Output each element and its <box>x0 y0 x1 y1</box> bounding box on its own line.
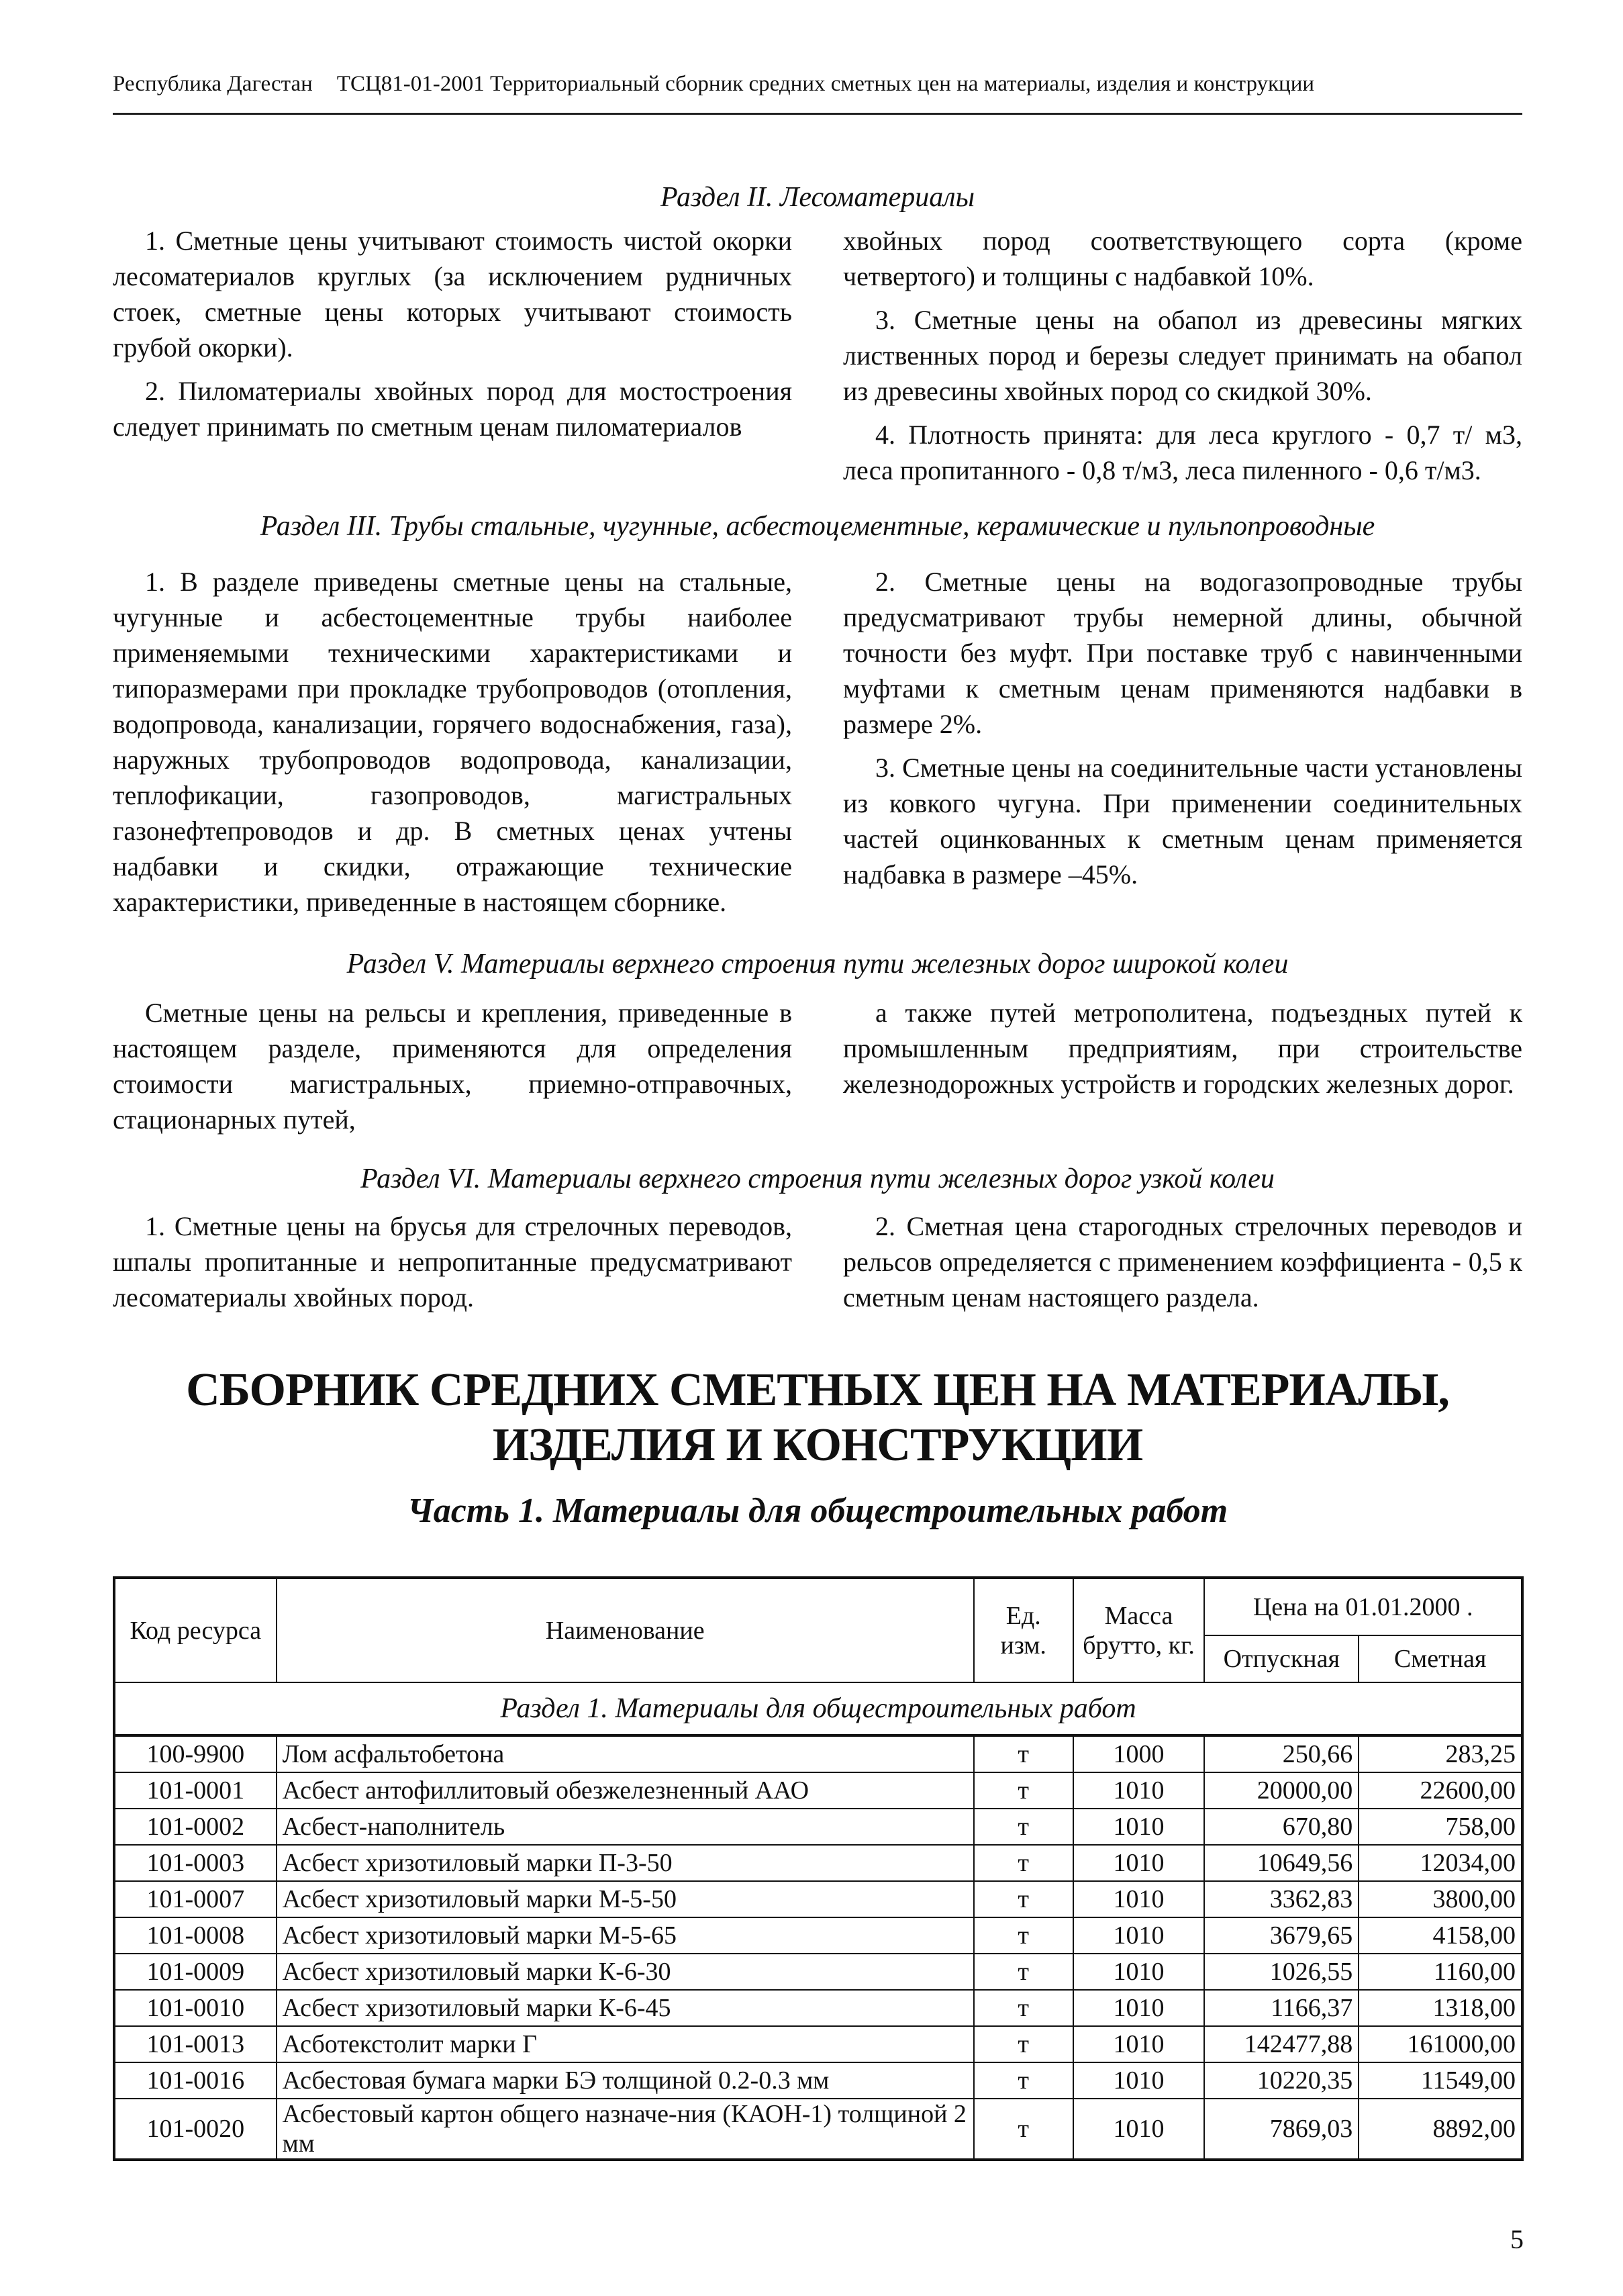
cell-code: 101-0003 <box>114 1845 277 1881</box>
cell-estimate-price: 11549,00 <box>1359 2062 1522 2099</box>
header-name: Наименование <box>277 1578 974 1682</box>
cell-estimate-price: 3800,00 <box>1359 1881 1522 1917</box>
cell-estimate-price: 8892,00 <box>1359 2099 1522 2160</box>
cell-release-price: 670,80 <box>1204 1809 1359 1845</box>
paragraph: 1. Сметные цены учитывают стоимость чистой окорки лесоматериалов круглых (за исключением рудничных стоек, сметные цены которых учитывают стоимость грубой окорки). <box>113 226 792 363</box>
cell-unit: т <box>974 1954 1073 1990</box>
paragraph: а также путей метрополитена, подъездных путей к промышленным предприятиям, при строительстве железнодорожных устройств и городских железных дорог. <box>843 998 1522 1099</box>
cell-unit: т <box>974 1735 1073 1772</box>
section-3-right-column <box>843 564 1522 928</box>
cell-name: Асбест хризотиловый марки К-6-30 <box>277 1954 974 1990</box>
section-5-body <box>113 995 1522 1145</box>
cell-code: 101-0009 <box>114 1954 277 1990</box>
cell-mass: 1010 <box>1073 1772 1205 1809</box>
cell-release-price: 1166,37 <box>1204 1990 1359 2026</box>
cell-name: Асбест-наполнитель <box>277 1809 974 1845</box>
table-row <box>114 1990 1522 2026</box>
cell-release-price: 142477,88 <box>1204 2026 1359 2062</box>
cell-code: 101-0010 <box>114 1990 277 2026</box>
cell-unit: т <box>974 2062 1073 2099</box>
table-row <box>114 1845 1522 1881</box>
part-title: Часть 1. Материалы для общестроительных работ <box>407 1492 1228 1530</box>
paragraph: 1. Сметные цены на брусья для стрелочных переводов, шпалы пропитанные и непропитанные предусматривают лесоматериалы хвойных пород. <box>113 1211 792 1312</box>
section-6-title: Раздел VI. Материалы верхнего строения пути железных дорог узкой колеи <box>360 1163 1275 1194</box>
section-3-title: Раздел III. Трубы стальные, чугунные, асбестоцементные, керамические и пульпопроводные <box>260 511 1375 542</box>
section-6-right-column <box>843 1208 1522 1323</box>
cell-name: Асбест антофиллитовый обезжелезненный ААО <box>277 1772 974 1809</box>
cell-unit: т <box>974 2099 1073 2160</box>
header-code: Код ресурса <box>114 1578 277 1682</box>
cell-code: 101-0002 <box>114 1809 277 1845</box>
cell-estimate-price: 1318,00 <box>1359 1990 1522 2026</box>
cell-estimate-price: 758,00 <box>1359 1809 1522 1845</box>
cell-name: Асбест хризотиловый марки П-3-50 <box>277 1845 974 1881</box>
cell-mass: 1000 <box>1073 1735 1205 1772</box>
cell-release-price: 7869,03 <box>1204 2099 1359 2160</box>
cell-name: Асбестовая бумага марки БЭ толщиной 0.2-0.3 мм <box>277 2062 974 2099</box>
cell-code: 101-0007 <box>114 1881 277 1917</box>
cell-unit: т <box>974 1917 1073 1954</box>
table-row <box>114 2026 1522 2062</box>
section-5-left-column <box>113 995 792 1145</box>
paragraph: 1. В разделе приведены сметные цены на стальные, чугунные и асбестоцементные трубы наиболее применяемыми техническими характеристиками и типоразмерами при прокладке трубопроводов (отопления, водопровода, канализации, горячего водоснабжения, газа), наружных трубопроводов водопровода, канализации, теплофикации, газопроводов, магистральных газонефтепроводов и др. В сметных ценах учтены надбавки и скидки, отражающие технические характеристики, приведенные в настоящем сборнике. <box>113 567 792 917</box>
section-6-left-column <box>113 1208 792 1323</box>
paragraph: 4. Плотность принята: для леса круглого - 0,7 т/ м3, леса пропитанного - 0,8 т/м3, леса пиленного - 0,6 т/м3. <box>843 420 1522 485</box>
cell-name: Лом асфальтобетона <box>277 1735 974 1772</box>
paragraph: 2. Сметная цена старогодных стрелочных переводов и рельсов определяется с применением коэффициента - 0,5 к сметным ценам настоящего раздела. <box>843 1211 1522 1312</box>
table-row <box>114 2062 1522 2099</box>
cell-release-price: 1026,55 <box>1204 1954 1359 1990</box>
header-region: Республика Дагестан <box>113 72 313 96</box>
section-3-body <box>113 564 1522 928</box>
table-row <box>114 1954 1522 1990</box>
page-number: 5 <box>1510 2224 1524 2254</box>
cell-mass: 1010 <box>1073 1990 1205 2026</box>
cell-estimate-price: 12034,00 <box>1359 1845 1522 1881</box>
section-3-left-column <box>113 564 792 928</box>
cell-release-price: 250,66 <box>1204 1735 1359 1772</box>
cell-estimate-price: 22600,00 <box>1359 1772 1522 1809</box>
section-2-right-column <box>843 223 1522 496</box>
cell-unit: т <box>974 1990 1073 2026</box>
paragraph: хвойных пород соответствующего сорта (кроме четвертого) и толщины с надбавкой 10%. <box>843 226 1522 291</box>
cell-code: 101-0020 <box>114 2099 277 2160</box>
table-section-row: Раздел 1. Материалы для общестроительных работ <box>114 1682 1522 1735</box>
cell-name: Асбестовый картон общего назначе-ния (КАОН-1) толщиной 2 мм <box>277 2099 974 2160</box>
cell-mass: 1010 <box>1073 1954 1205 1990</box>
cell-code: 101-0001 <box>114 1772 277 1809</box>
paragraph: 2. Сметные цены на водогазопроводные трубы предусматривают трубы немерной длины, обычной точности без муфт. При поставке труб с навинченными муфтами к сметным ценам применяются надбавки в размере 2%. <box>843 567 1522 739</box>
price-table <box>113 1576 1524 2161</box>
table-row <box>114 2099 1522 2160</box>
table-row <box>114 1917 1522 1954</box>
cell-mass: 1010 <box>1073 2026 1205 2062</box>
section-2-left-column <box>113 223 792 496</box>
cell-mass: 1010 <box>1073 2099 1205 2160</box>
cell-unit: т <box>974 1772 1073 1809</box>
paragraph: Сметные цены на рельсы и крепления, приведенные в настоящем разделе, применяются для определения стоимости магистральных, приемно-отправочных, стационарных путей, <box>113 998 792 1135</box>
header-unit: Ед. изм. <box>974 1578 1073 1682</box>
cell-unit: т <box>974 2026 1073 2062</box>
header-divider <box>113 113 1522 115</box>
collection-title-line-2: ИЗДЕЛИЯ И КОНСТРУКЦИИ <box>492 1419 1143 1471</box>
cell-code: 100-9900 <box>114 1735 277 1772</box>
cell-release-price: 10649,56 <box>1204 1845 1359 1881</box>
section-2-title: Раздел II. Лесоматериалы <box>660 182 975 213</box>
section-5-title: Раздел V. Материалы верхнего строения пути железных дорог широкой колеи <box>346 949 1289 979</box>
cell-unit: т <box>974 1881 1073 1917</box>
cell-mass: 1010 <box>1073 1845 1205 1881</box>
header-price-group: Цена на 01.01.2000 . <box>1204 1578 1522 1635</box>
cell-unit: т <box>974 1845 1073 1881</box>
cell-mass: 1010 <box>1073 2062 1205 2099</box>
paragraph: 3. Сметные цены на соединительные части установлены из ковкого чугуна. При применении соединительных частей оцинкованных к сметным ценам применяется надбавка в размере –45%. <box>843 753 1522 890</box>
collection-title <box>113 1363 1522 1473</box>
cell-name: Асбест хризотиловый марки М-5-65 <box>277 1917 974 1954</box>
table-row <box>114 1735 1522 1772</box>
cell-estimate-price: 1160,00 <box>1359 1954 1522 1990</box>
section-5-right-column <box>843 995 1522 1145</box>
cell-mass: 1010 <box>1073 1917 1205 1954</box>
running-header <box>113 70 1522 98</box>
cell-name: Асботекстолит марки Г <box>277 2026 974 2062</box>
cell-name: Асбест хризотиловый марки М-5-50 <box>277 1881 974 1917</box>
table-row <box>114 1881 1522 1917</box>
cell-estimate-price: 4158,00 <box>1359 1917 1522 1954</box>
header-title: ТСЦ81-01-2001 Территориальный сборник средних сметных цен на материалы, изделия и конструкции <box>336 72 1315 96</box>
cell-mass: 1010 <box>1073 1881 1205 1917</box>
cell-estimate-price: 283,25 <box>1359 1735 1522 1772</box>
table-row <box>114 1809 1522 1845</box>
header-estimate-price: Сметная <box>1359 1635 1522 1682</box>
cell-code: 101-0008 <box>114 1917 277 1954</box>
section-6-body <box>113 1208 1522 1323</box>
table-row <box>114 1772 1522 1809</box>
paragraph: 3. Сметные цены на обапол из древесины мягких лиственных пород и березы следует принимать на обапол из древесины хвойных пород со скидкой 30%. <box>843 305 1522 406</box>
cell-name: Асбест хризотиловый марки К-6-45 <box>277 1990 974 2026</box>
cell-release-price: 20000,00 <box>1204 1772 1359 1809</box>
cell-code: 101-0016 <box>114 2062 277 2099</box>
section-2-body <box>113 223 1522 496</box>
header-release-price: Отпускная <box>1204 1635 1359 1682</box>
cell-release-price: 3679,65 <box>1204 1917 1359 1954</box>
cell-release-price: 10220,35 <box>1204 2062 1359 2099</box>
cell-release-price: 3362,83 <box>1204 1881 1359 1917</box>
paragraph: 2. Пиломатериалы хвойных пород для мостостроения следует принимать по сметным ценам пиломатериалов <box>113 376 792 442</box>
collection-title-line-1: СБОРНИК СРЕДНИХ СМЕТНЫХ ЦЕН НА МАТЕРИАЛЫ, <box>186 1364 1449 1416</box>
cell-code: 101-0013 <box>114 2026 277 2062</box>
cell-unit: т <box>974 1809 1073 1845</box>
cell-estimate-price: 161000,00 <box>1359 2026 1522 2062</box>
header-mass: Масса брутто, кг. <box>1073 1578 1205 1682</box>
cell-mass: 1010 <box>1073 1809 1205 1845</box>
